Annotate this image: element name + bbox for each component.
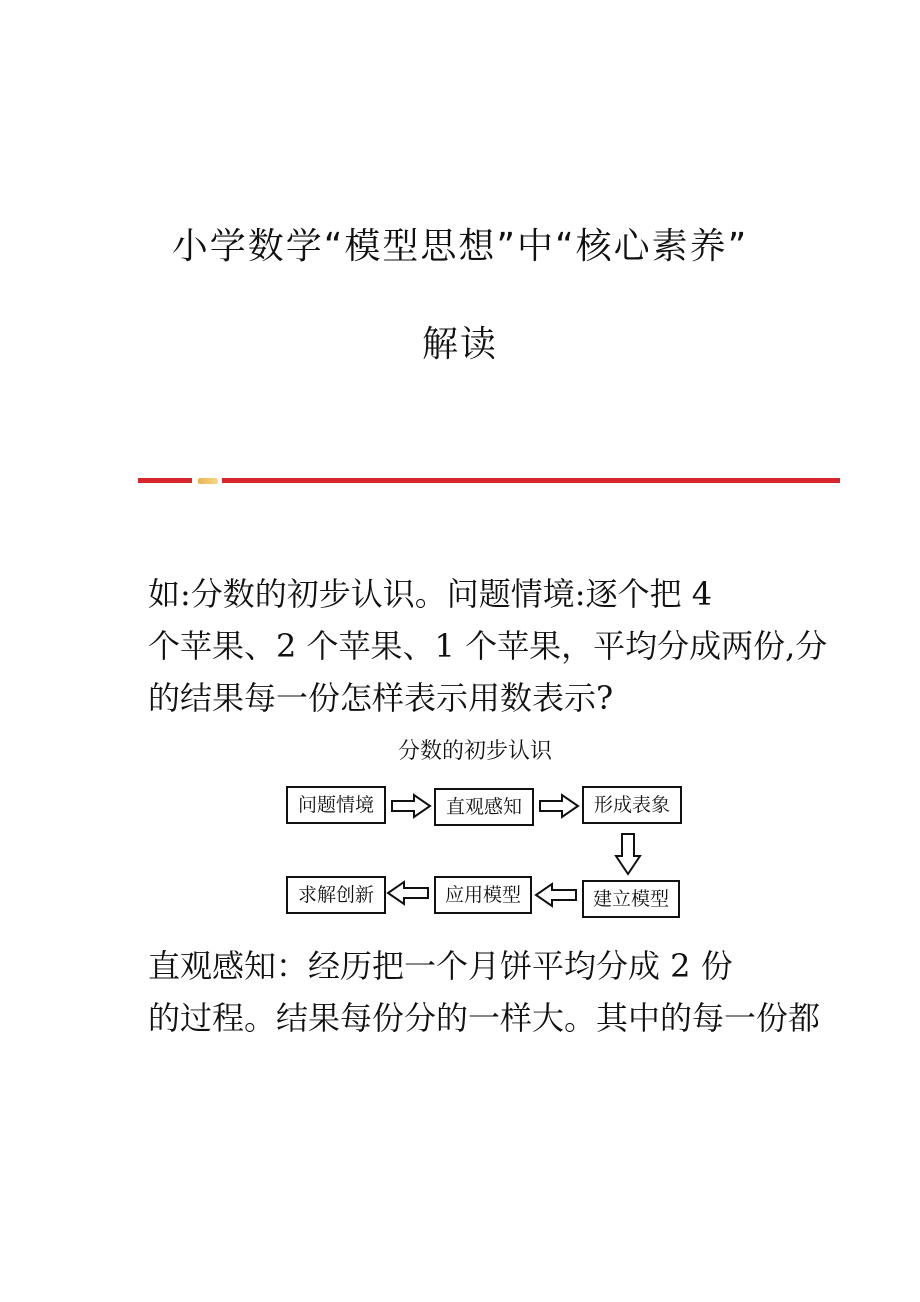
divider-right-bar — [222, 478, 840, 483]
paragraph-line: 的结果每一份怎样表示用数表示? — [148, 679, 614, 717]
divider-ornament-icon — [198, 478, 218, 484]
intro-paragraph — [148, 568, 838, 724]
step-build-model: 建立模型 — [582, 880, 680, 918]
step-apply-model: 应用模型 — [434, 876, 532, 914]
paragraph-line: 的过程。结果每份分的一样大。其中的每一份都 — [148, 999, 821, 1037]
right-arrow-icon — [390, 793, 432, 819]
down-arrow-icon — [614, 832, 642, 876]
step-intuitive-perception: 直观感知 — [434, 788, 534, 826]
diagram-title: 分数的初步认识 — [397, 739, 552, 764]
step-solve-innovate: 求解创新 — [286, 876, 386, 914]
title-line-2: 解读 — [421, 324, 498, 365]
title-line-1: 小学数学“模型思想”中“核心素养” — [171, 226, 749, 267]
step-problem-situation: 问题情境 — [286, 786, 386, 824]
second-paragraph — [148, 940, 838, 1044]
left-arrow-icon — [534, 882, 578, 908]
left-arrow-icon — [386, 880, 430, 906]
paragraph-line: 直观感知：经历把一个月饼平均分成 2 份 — [148, 947, 733, 985]
step-form-representation: 形成表象 — [582, 786, 682, 824]
divider-left-bar — [138, 478, 192, 483]
right-arrow-icon — [538, 793, 580, 819]
paragraph-line: 个苹果、2 个苹果、1 个苹果，平均分成两份,分 — [148, 627, 828, 665]
paragraph-line: 如:分数的初步认识。问题情境:逐个把 4 — [148, 575, 713, 613]
